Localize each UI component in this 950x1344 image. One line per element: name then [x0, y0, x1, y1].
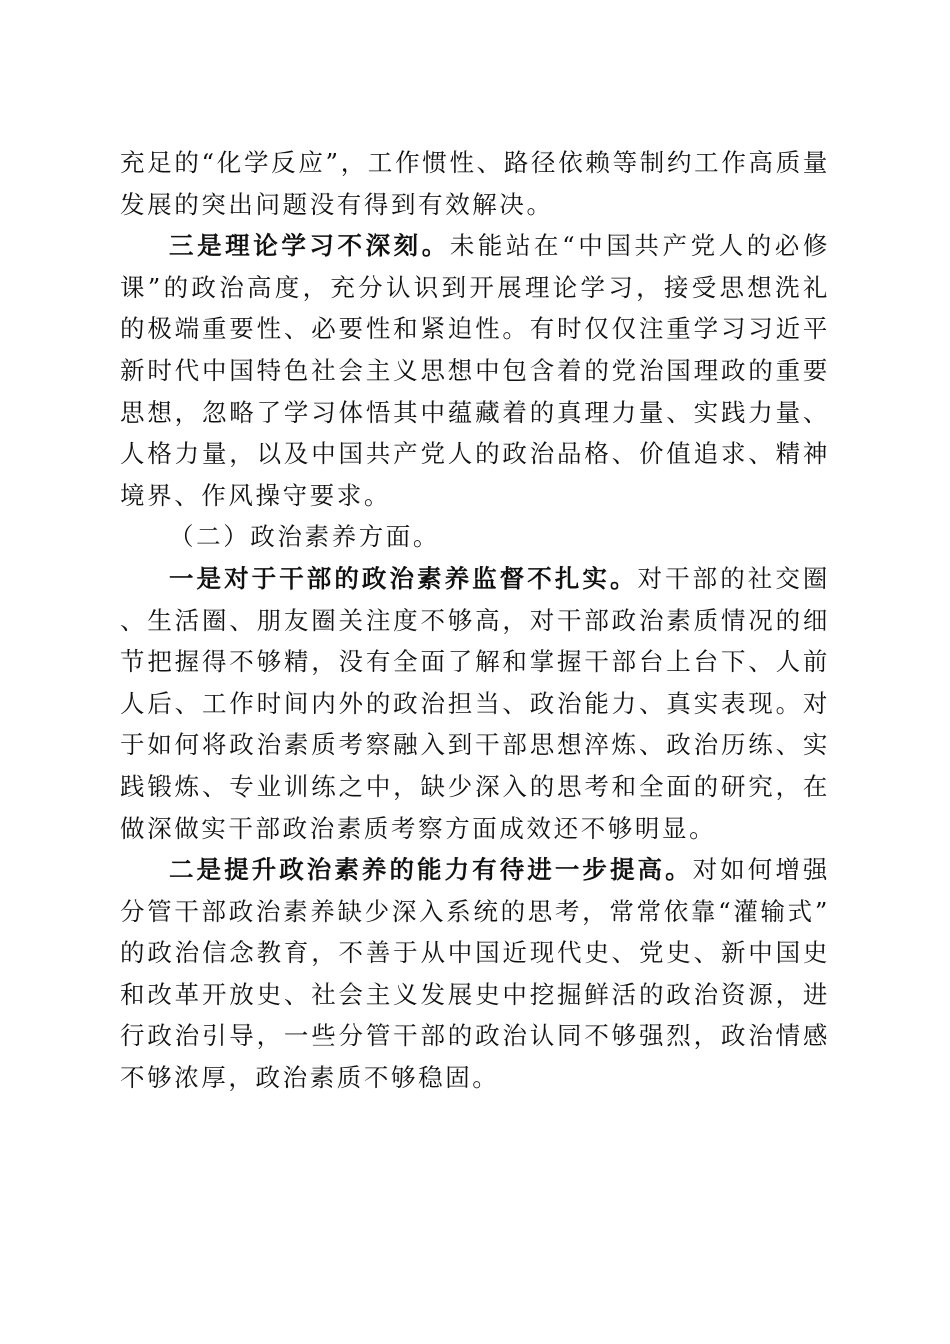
paragraph-text: 充足的“化学反应”，工作惯性、路径依赖等制约工作高质量发展的突出问题没有得到有效解决。 — [120, 148, 830, 219]
paragraph-ability — [120, 849, 830, 1099]
section-heading: （二）政治素养方面。 — [169, 522, 440, 552]
document-page — [120, 142, 830, 1099]
paragraph-continuation — [120, 142, 830, 225]
paragraph-text: 对干部的社交圈、生活圈、朋友圈关注度不够高，对干部政治素质情况的细节把握得不够精，没有全面了解和掌握干部台上台下、人前人后、工作时间内外的政治担当、政治能力、真实表现。对于如何将政治素质考察融入到干部思想淬炼、政治历练、实践锻炼、专业训练之中，缺少深入的思考和全面的研究，在做深做实干部政治素质考察方面成效还不够明显。 — [120, 563, 830, 843]
paragraph-supervision — [120, 558, 830, 849]
paragraph-lead: 一是对于干部的政治素养监督不扎实。 — [169, 563, 638, 593]
paragraph-lead: 二是提升政治素养的能力有待进一步提高。 — [169, 855, 693, 885]
paragraph-lead: 三是理论学习不深刻。 — [169, 231, 450, 261]
paragraph-text: 对如何增强分管干部政治素养缺少深入系统的思考，常常依靠“灌输式”的政治信念教育，不善于从中国近现代史、党史、新中国史和改革开放史、社会主义发展史中挖掘鲜活的政治资源，进行政治引导，一些分管干部的政治认同不够强烈，政治情感不够浓厚，政治素质不够稳固。 — [120, 855, 830, 1093]
paragraph-theory-study — [120, 225, 830, 516]
paragraph-text: 未能站在“中国共产党人的必修课”的政治高度，充分认识到开展理论学习，接受思想洗礼的极端重要性、必要性和紧迫性。有时仅仅注重学习习近平新时代中国特色社会主义思想中包含着的党治国理政的重要思想，忽略了学习体悟其中蕴藏着的真理力量、实践力量、人格力量，以及中国共产党人的政治品格、价值追求、精神境界、作风操守要求。 — [120, 231, 830, 510]
